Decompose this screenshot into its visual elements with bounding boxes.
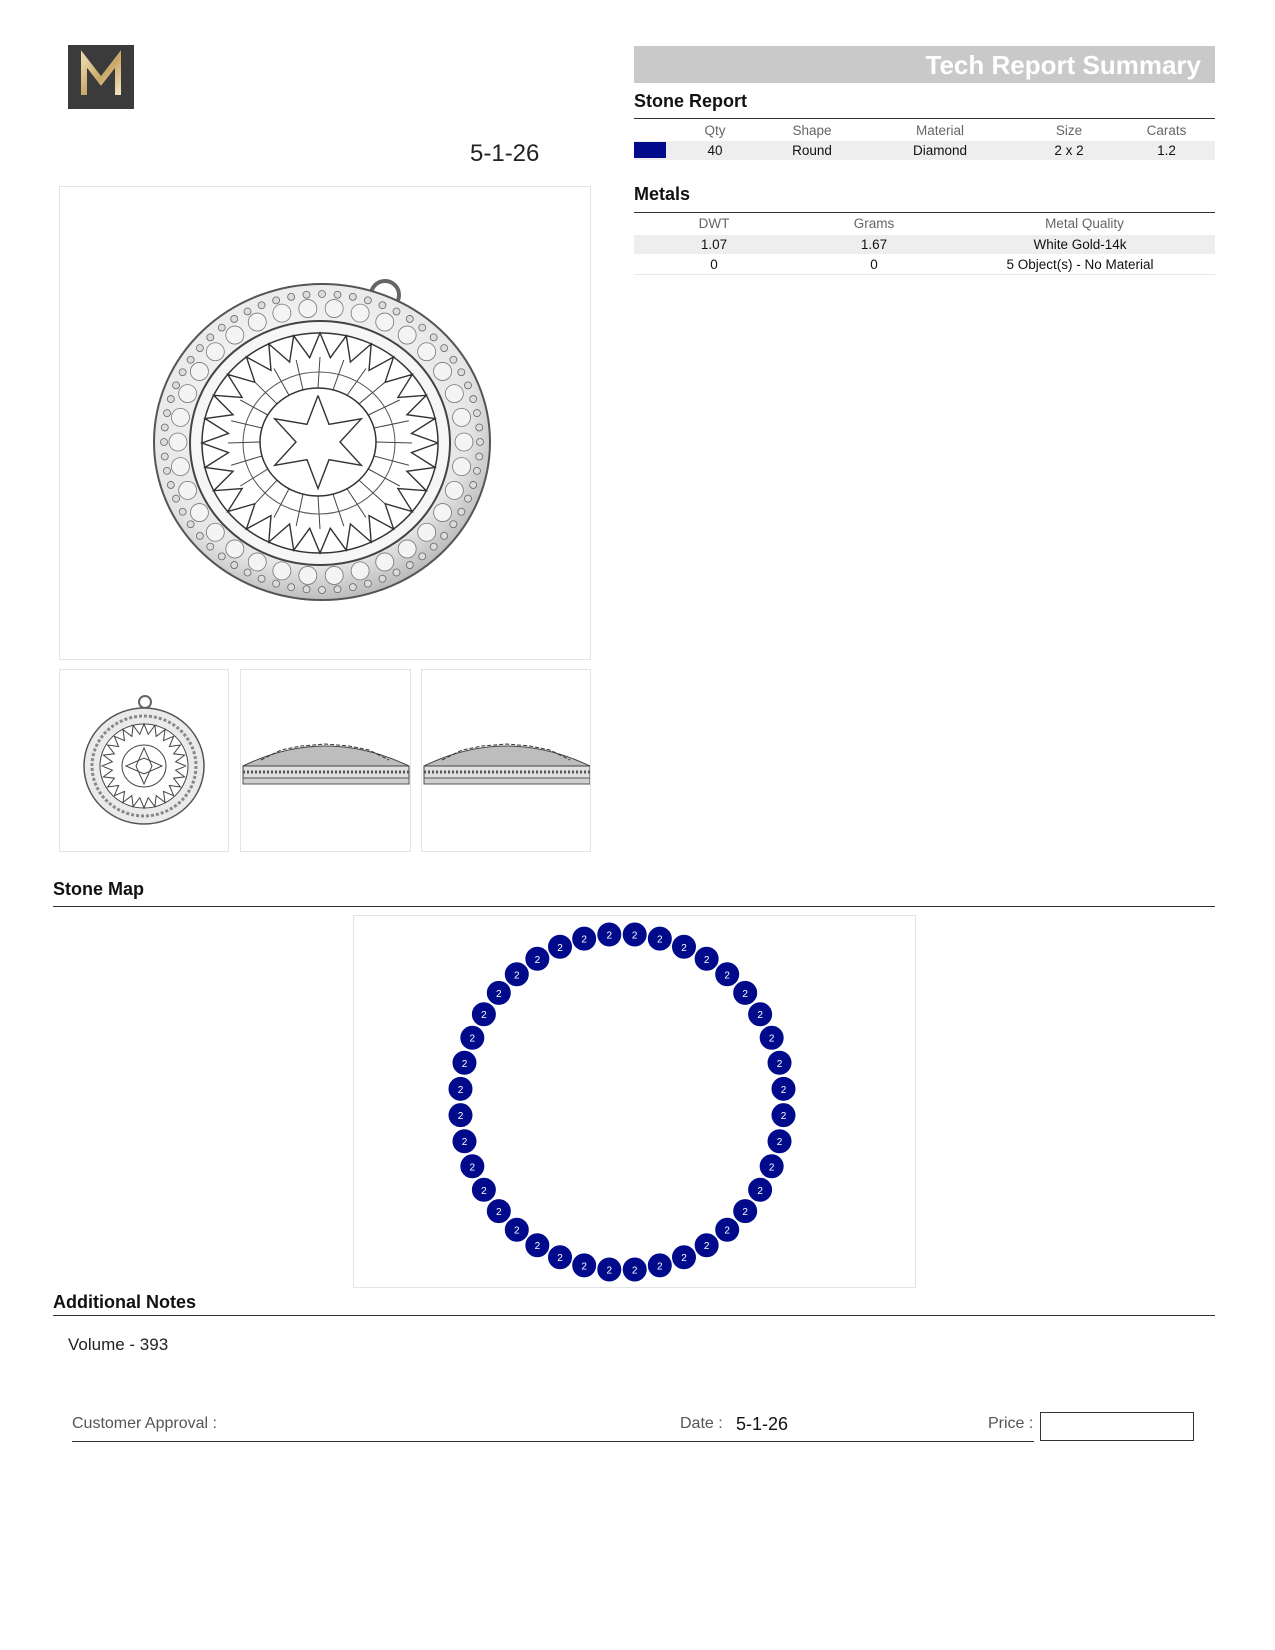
metal-quality: White Gold-14k [1033, 237, 1127, 252]
stone-marker-label: 2 [631, 1265, 638, 1277]
stone-marker-label: 2 [742, 1207, 748, 1219]
stone-marker [767, 1129, 792, 1154]
table-row [634, 141, 1215, 160]
pendant-side-icon [422, 670, 590, 851]
stone-marker [733, 1199, 758, 1224]
stone-marker [548, 934, 573, 959]
stone-marker-label: 2 [681, 942, 687, 954]
stone-marker-label: 2 [496, 1207, 502, 1219]
thumbnail-side-view[interactable] [240, 669, 411, 852]
stone-marker [452, 1129, 477, 1154]
stone-marker-label: 2 [776, 1137, 783, 1149]
stone-marker [771, 1103, 796, 1128]
approval-date-value: 5-1-26 [736, 1414, 789, 1434]
stone-marker-label: 2 [461, 1137, 468, 1149]
stone-marker [460, 1154, 485, 1179]
stone-marker [525, 946, 550, 971]
column-header-grams: Grams [853, 216, 895, 231]
metal-dwt: 0 [710, 257, 718, 272]
stone-marker-label: 2 [514, 970, 520, 982]
stone-report-title: Stone Report [634, 91, 748, 111]
stone-marker-label: 2 [742, 988, 748, 1000]
stone-marker-label: 2 [461, 1058, 468, 1070]
metal-grams: 1.67 [860, 237, 888, 252]
stone-marker-label: 2 [606, 930, 613, 942]
stone-size: 2 x 2 [1054, 143, 1084, 158]
stone-marker-label: 2 [776, 1058, 783, 1070]
metal-quality: 5 Object(s) - No Material [1006, 257, 1154, 272]
stone-marker-label: 2 [703, 1241, 710, 1253]
stone-marker-label: 2 [514, 1225, 520, 1237]
stone-marker-label: 2 [780, 1111, 787, 1123]
stone-marker-label: 2 [724, 970, 730, 982]
stone-marker-label: 2 [703, 954, 710, 966]
stone-marker [597, 922, 622, 947]
metals-divider [634, 212, 1215, 213]
additional-notes-divider [53, 1315, 1215, 1316]
stone-marker [460, 1025, 485, 1050]
stone-marker [671, 1245, 696, 1270]
report-date: 5-1-26 [470, 140, 540, 167]
pendant-render-icon [60, 187, 590, 659]
stone-marker-label: 2 [768, 1033, 775, 1045]
stone-marker-label: 2 [469, 1033, 476, 1045]
stone-marker [548, 1245, 573, 1270]
stone-marker [622, 922, 647, 947]
stone-marker [448, 1103, 473, 1128]
stone-marker-label: 2 [606, 1265, 613, 1277]
stone-marker-label: 2 [681, 1253, 687, 1265]
thumbnail-side-view-alt[interactable] [421, 669, 591, 852]
stone-marker [715, 1217, 740, 1242]
stone-marker-label: 2 [557, 942, 563, 954]
stone-marker [771, 1076, 796, 1101]
report-title: Tech Report Summary [634, 46, 1215, 83]
stone-map-title: Stone Map [53, 879, 145, 899]
stone-marker-label: 2 [534, 1241, 541, 1253]
thumbnail-front-view[interactable] [59, 669, 229, 852]
stone-material: Diamond [912, 143, 968, 158]
stone-marker-label: 2 [780, 1084, 787, 1096]
stone-marker [504, 962, 529, 987]
stone-marker [486, 1199, 511, 1224]
stone-marker [767, 1050, 792, 1075]
stone-marker-label: 2 [768, 1162, 775, 1174]
stone-map-canvas [354, 916, 915, 1287]
stone-marker [622, 1257, 647, 1282]
stone-marker-label: 2 [496, 988, 502, 1000]
table-row [634, 235, 1215, 254]
stone-marker-label: 2 [481, 1010, 487, 1022]
table-row [634, 255, 1215, 275]
price-label: Price : [988, 1415, 1034, 1432]
stone-marker-label: 2 [457, 1111, 464, 1123]
column-header-shape: Shape [792, 123, 832, 138]
stone-shape: Round [792, 143, 832, 158]
stone-marker-label: 2 [657, 934, 663, 946]
stone-marker-label: 2 [469, 1162, 476, 1174]
stone-marker [694, 946, 719, 971]
pendant-main-view [59, 186, 591, 660]
customer-approval-signature-line[interactable] [72, 1441, 1034, 1442]
stone-qty: 40 [707, 143, 723, 158]
company-logo [68, 45, 134, 109]
column-header-qty: Qty [704, 123, 726, 138]
stone-marker-label: 2 [581, 934, 587, 946]
metal-grams: 0 [870, 257, 878, 272]
metal-dwt: 1.07 [700, 237, 728, 252]
column-header-metal-quality: Metal Quality [1045, 216, 1124, 231]
stone-marker [572, 926, 597, 951]
stone-marker [448, 1076, 473, 1101]
stone-marker [452, 1050, 477, 1075]
stone-marker [471, 1002, 496, 1027]
stone-marker [759, 1154, 784, 1179]
notes-text: Volume - 393 [68, 1335, 169, 1354]
logo-m-icon [68, 45, 134, 109]
stone-marker [759, 1025, 784, 1050]
customer-approval-label: Customer Approval : [72, 1415, 217, 1432]
color-column-header [634, 122, 666, 140]
stone-marker [748, 1002, 773, 1027]
metals-header [634, 215, 1215, 233]
stone-marker [715, 962, 740, 987]
approval-date-label: Date : [680, 1415, 723, 1432]
column-header-size: Size [1055, 123, 1083, 138]
stone-marker [647, 1253, 672, 1278]
stone-marker [471, 1177, 496, 1202]
stone-marker [597, 1257, 622, 1282]
stone-marker-label: 2 [534, 954, 541, 966]
stone-marker [671, 934, 696, 959]
stone-marker-label: 2 [481, 1185, 487, 1197]
price-field[interactable] [1040, 1412, 1194, 1441]
column-header-carats: Carats [1146, 123, 1187, 138]
stone-marker-label: 2 [581, 1261, 587, 1273]
metals-title: Metals [634, 184, 691, 204]
additional-notes-title: Additional Notes [53, 1292, 196, 1312]
stone-report-header [634, 122, 1215, 140]
stone-marker-label: 2 [631, 930, 638, 942]
pendant-side-icon [241, 670, 410, 851]
stone-map-divider [53, 906, 1215, 907]
stone-marker-label: 2 [557, 1253, 563, 1265]
column-header-material: Material [915, 123, 964, 138]
stone-marker [694, 1233, 719, 1258]
stone-marker-label: 2 [457, 1084, 464, 1096]
stone-map-diagram [353, 915, 916, 1288]
stone-marker-label: 2 [757, 1010, 763, 1022]
stone-marker [733, 980, 758, 1005]
stone-marker [572, 1253, 597, 1278]
column-header-dwt: DWT [698, 216, 730, 231]
stone-marker [748, 1177, 773, 1202]
stone-marker [504, 1217, 529, 1242]
stone-marker [486, 980, 511, 1005]
stone-report-divider [634, 118, 1215, 119]
stone-marker-label: 2 [757, 1185, 763, 1197]
stone-marker [647, 926, 672, 951]
stone-color-swatch [634, 142, 666, 158]
stone-marker [525, 1233, 550, 1258]
stone-carats: 1.2 [1157, 143, 1176, 158]
stone-marker-label: 2 [724, 1225, 730, 1237]
pendant-front-icon [60, 670, 228, 851]
stone-marker-label: 2 [657, 1261, 663, 1273]
